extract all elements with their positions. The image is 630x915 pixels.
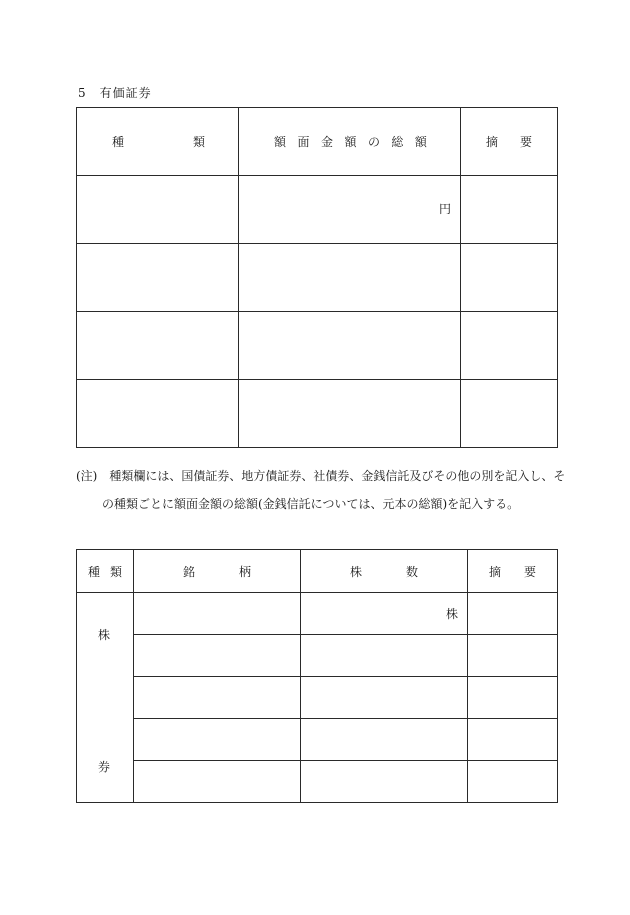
header-remarks-char: 摘 xyxy=(489,564,502,579)
shares-unit-label: 株 xyxy=(445,607,458,621)
stock-certificates-table xyxy=(76,549,558,803)
remarks-cell[interactable] xyxy=(461,244,558,312)
brand-cell[interactable] xyxy=(134,719,301,761)
remarks-cell[interactable] xyxy=(468,677,558,719)
shares-cell[interactable] xyxy=(301,593,468,635)
header-amount-char: 額 xyxy=(274,135,287,149)
remarks-cell[interactable] xyxy=(468,719,558,761)
header-brand-char: 銘 xyxy=(183,564,196,579)
shares-cell[interactable] xyxy=(301,719,468,761)
kind-cell[interactable] xyxy=(77,176,239,244)
kind-stock-char: 株 xyxy=(98,628,111,642)
kind-cell[interactable] xyxy=(77,380,239,448)
table-row xyxy=(77,176,558,244)
header-amount-char: の xyxy=(367,135,380,149)
header-remarks-char: 要 xyxy=(519,135,532,149)
header-kind-char: 種 xyxy=(112,135,125,149)
header-face-amount-total xyxy=(239,108,461,176)
header-shares-char: 数 xyxy=(405,564,418,579)
header-remarks xyxy=(468,550,558,593)
brand-cell[interactable] xyxy=(134,593,301,635)
table-header-row xyxy=(77,108,558,176)
table-row xyxy=(77,761,558,803)
section-title: 5 有価証券 xyxy=(78,86,152,100)
footnote-line: の種類ごとに額面金額の総額(金銭信託については、元本の総額)を記入する。 xyxy=(102,497,520,511)
amount-cell[interactable] xyxy=(239,176,461,244)
remarks-cell[interactable] xyxy=(468,635,558,677)
header-remarks-char: 要 xyxy=(523,564,536,579)
remarks-cell[interactable] xyxy=(461,380,558,448)
header-kind xyxy=(77,108,239,176)
kind-certificate-char: 券 xyxy=(98,760,111,774)
kind-stock-cell xyxy=(77,593,134,803)
shares-cell[interactable] xyxy=(301,635,468,677)
header-shares-char: 株 xyxy=(350,564,363,579)
table-header-row xyxy=(77,550,558,593)
table-row xyxy=(77,593,558,635)
header-brand xyxy=(134,550,301,593)
amount-cell[interactable] xyxy=(239,312,461,380)
brand-cell[interactable] xyxy=(134,761,301,803)
shares-cell[interactable] xyxy=(301,761,468,803)
table-row xyxy=(77,719,558,761)
header-amount-char: 額 xyxy=(344,135,357,149)
yen-unit-label: 円 xyxy=(438,202,451,216)
shares-cell[interactable] xyxy=(301,677,468,719)
table-row xyxy=(77,635,558,677)
header-shares xyxy=(301,550,468,593)
header-kind-char: 種 xyxy=(88,564,101,579)
remarks-cell[interactable] xyxy=(468,761,558,803)
header-kind xyxy=(77,550,134,593)
header-amount-char: 面 xyxy=(297,135,310,149)
header-brand-char: 柄 xyxy=(238,564,251,579)
brand-cell[interactable] xyxy=(134,677,301,719)
footnote-line: (注) 種類欄には、国債証券、地方債証券、社債券、金銭信託及びその他の別を記入し、そ xyxy=(76,469,566,483)
kind-cell[interactable] xyxy=(77,312,239,380)
table-row xyxy=(77,677,558,719)
amount-cell[interactable] xyxy=(239,244,461,312)
brand-cell[interactable] xyxy=(134,635,301,677)
table-row xyxy=(77,312,558,380)
remarks-cell[interactable] xyxy=(461,176,558,244)
header-kind-char: 類 xyxy=(109,564,122,579)
header-amount-char: 総 xyxy=(391,135,404,149)
amount-cell[interactable] xyxy=(239,380,461,448)
table-row xyxy=(77,380,558,448)
header-amount-char: 額 xyxy=(414,135,427,149)
header-remarks xyxy=(461,108,558,176)
remarks-cell[interactable] xyxy=(461,312,558,380)
remarks-cell[interactable] xyxy=(468,593,558,635)
table-row xyxy=(77,244,558,312)
header-remarks-char: 摘 xyxy=(486,135,499,149)
header-kind-char: 類 xyxy=(192,135,205,149)
footnote xyxy=(76,462,566,518)
securities-face-value-table xyxy=(76,107,558,448)
header-amount-char: 金 xyxy=(320,135,333,149)
kind-cell[interactable] xyxy=(77,244,239,312)
